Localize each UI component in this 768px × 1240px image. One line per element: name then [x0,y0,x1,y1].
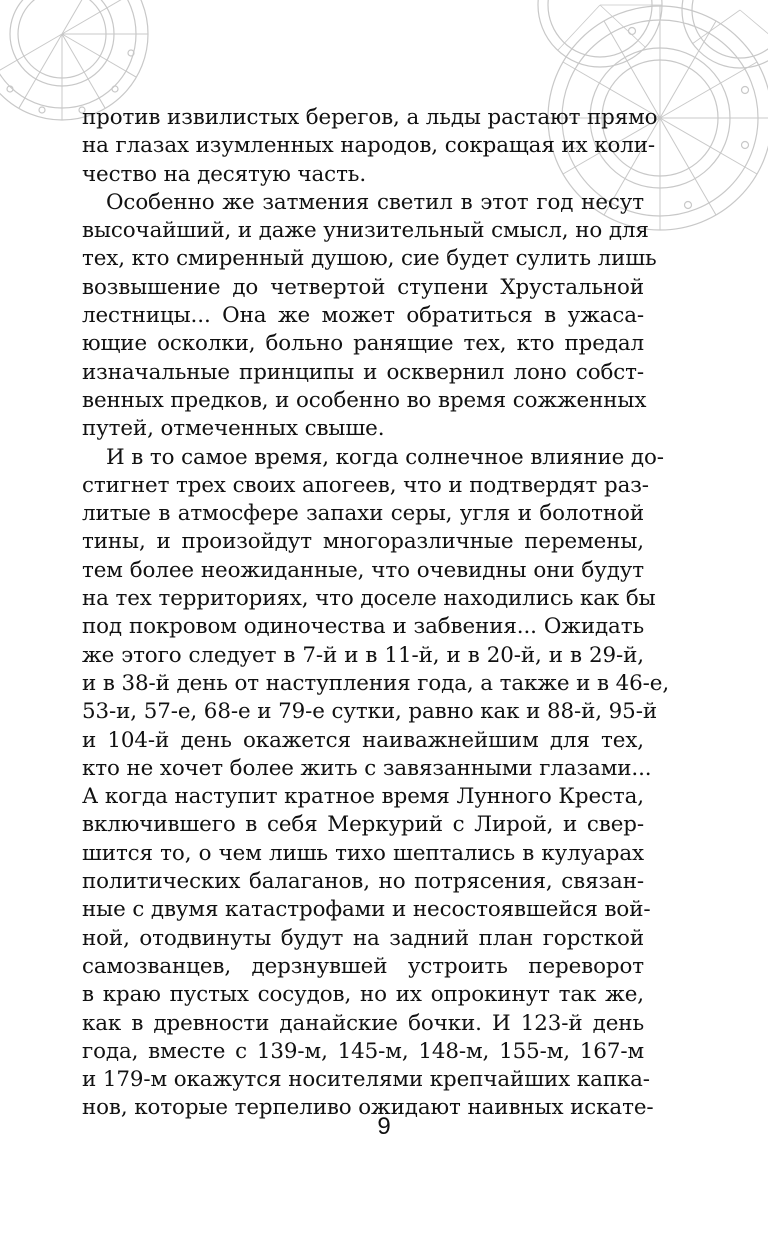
zodiac-wheel-left-icon [0,0,148,120]
text-line: под покровом одиночества и забвения... Ожидать [82,614,644,640]
text-line: ющие осколки, больно ранящие тех, кто предал [82,331,644,357]
text-line: Особенно же затмения светил в этот год несут [106,189,644,215]
page-number: 9 [377,1113,391,1140]
text-line: изначальные принципы и осквернил лоно собст- [82,359,644,385]
text-line: и 179-м окажутся носителями крепчайших капка- [82,1067,650,1093]
text-line: И в то самое время, когда солнечное влияние до- [106,444,664,470]
text-line: литые в атмосфере запахи серы, угля и болотной [82,501,644,527]
text-line: нов, которые терпеливо ожидают наивных искате- [82,1095,654,1121]
text-line: же этого следует в 7-й и в 11-й, и в 20-й, и в 29-й, [82,642,644,668]
text-line: тем более неожиданные, что очевидны они будут [82,557,644,583]
text-line: самозванцев, дерзнувшей устроить переворот [82,953,644,979]
text-line: путей, отмеченных свыше. [82,416,385,442]
text-line: А когда наступит кратное время Лунного Креста, [82,784,644,810]
text-line: в краю пустых сосудов, но их опрокинут так же, [82,982,644,1008]
text-line: шится то, о чем лишь тихо шептались в кулуарах [82,840,644,866]
text-line: стигнет трех своих апогеев, что и подтвердят раз- [82,472,649,498]
text-line: как в древности данайские бочки. И 123-й день [82,1010,644,1036]
main-text [82,104,670,1123]
text-line: чество на десятую часть. [82,161,367,187]
text-line: ной, отодвинуты будут на задний план горсткой [82,925,644,951]
text-line: политических балаганов, но потрясения, связан- [82,869,644,895]
text-line: года, вместе с 139-м, 145-м, 148-м, 155-м, 167-м [82,1038,644,1064]
text-line: ные с двумя катастрофами и несостоявшейся вой- [82,897,651,923]
paragraph [82,104,658,189]
paragraph [82,444,670,1123]
text-line: и в 38-й день от наступления года, а также и в 46-е, [82,670,670,696]
text-line: лестницы... Она же может обратиться в ужаса- [82,303,644,329]
text-line: возвышение до четвертой ступени Хрустальной [82,274,644,300]
text-line: против извилистых берегов, а льды растают прямо [82,105,658,130]
text-line: на глазах изумленных народов, сокращая их коли- [82,133,656,159]
text-line: 53-и, 57-е, 68-е и 79-е сутки, равно как и 88-й, 95-й [82,699,657,725]
paragraph [82,189,657,444]
text-line: на тех территориях, что доселе находились как бы [82,586,656,612]
text-line: включившего в себя Меркурий с Лирой, и свер- [82,812,644,838]
text-line: высочайший, и даже унизительный смысл, но для [82,218,649,244]
text-line: кто не хочет более жить с завязанными глазами... [82,755,652,781]
text-line: венных предков, и особенно во время сожженных [82,387,647,413]
text-line: тех, кто смиренный душою, сие будет сулить лишь [82,246,657,272]
text-line: тины, и произойдут многоразличные перемены, [82,529,644,555]
text-line: и 104-й день окажется наиважнейшим для тех, [82,727,644,753]
